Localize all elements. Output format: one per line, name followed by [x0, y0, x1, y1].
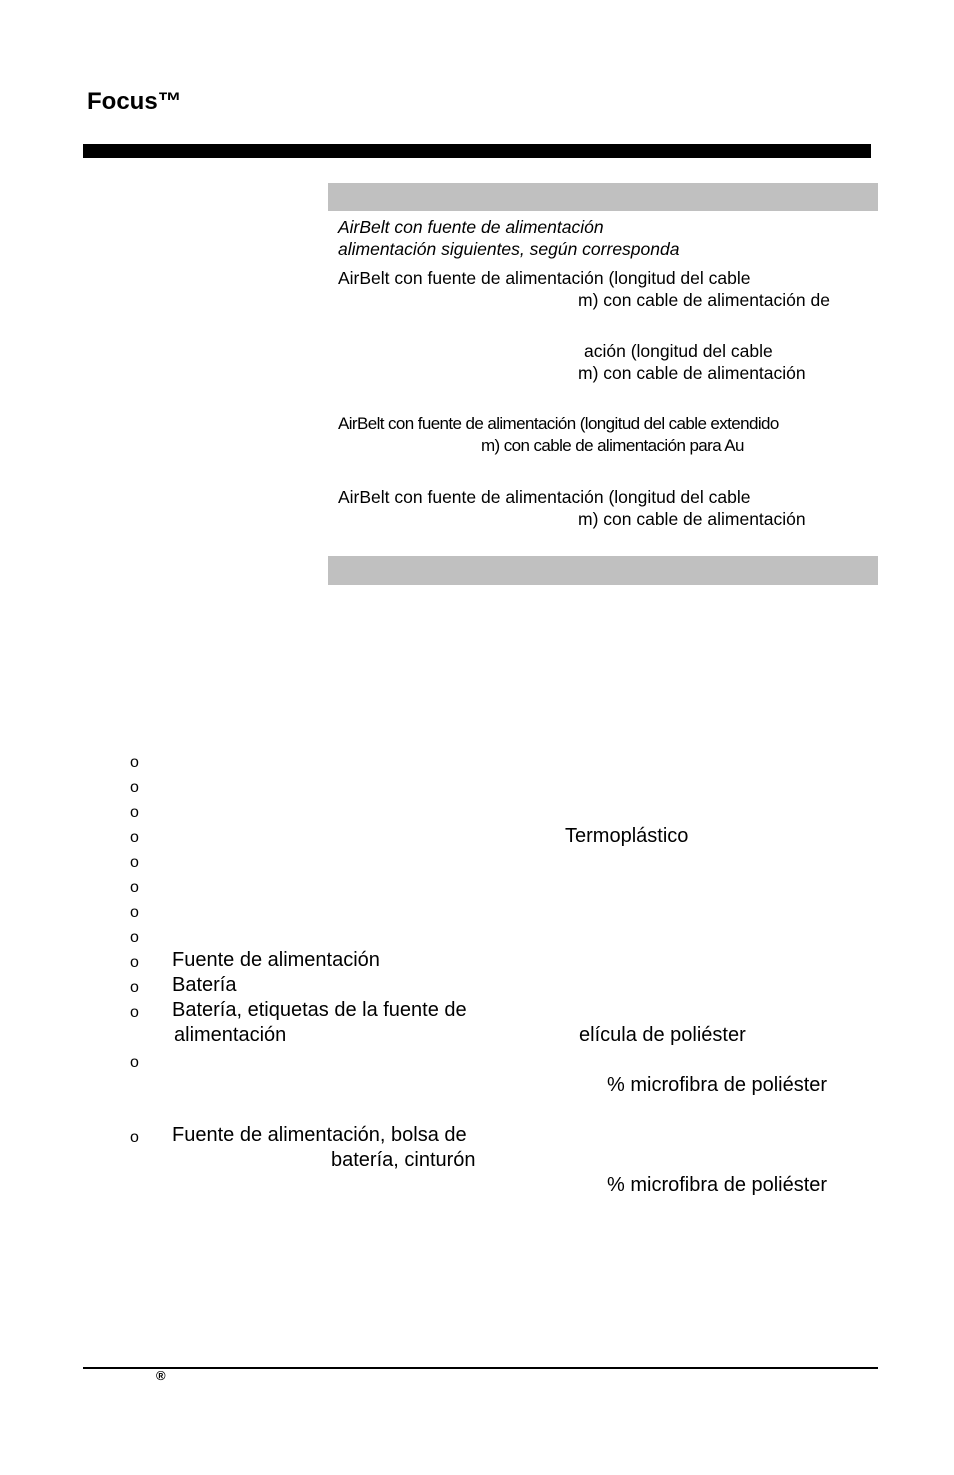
material-text: Fuente de alimentación, bolsa de — [172, 1124, 467, 1146]
table-entry-line: m) con cable de alimentación — [578, 363, 806, 383]
material-text: % microfibra de poliéster — [607, 1074, 828, 1096]
list-bullet: o — [130, 804, 139, 821]
material-text: Termoplástico — [565, 825, 689, 847]
table-entry-line: m) con cable de alimentación para Au — [481, 436, 744, 455]
table-entry-line: AirBelt con fuente de alimentación (longitud del cable — [338, 487, 751, 507]
table-intro-line: alimentación siguientes, según corresponda — [338, 239, 680, 259]
material-text: batería, cinturón — [331, 1149, 476, 1171]
list-bullet: o — [130, 1004, 139, 1021]
material-text: elícula de poliéster — [579, 1024, 746, 1046]
material-text: Batería, etiquetas de la fuente de — [172, 999, 467, 1021]
header-rule — [83, 144, 871, 158]
material-text: Fuente de alimentación — [172, 949, 380, 971]
table-entry-line: m) con cable de alimentación de — [578, 290, 830, 310]
list-bullet: o — [130, 929, 139, 946]
table-entry-line: ación (longitud del cable — [584, 341, 773, 361]
list-bullet: o — [130, 954, 139, 971]
table-intro-line: AirBelt con fuente de alimentación — [338, 217, 604, 237]
material-text: alimentación — [174, 1024, 287, 1046]
list-bullet: o — [130, 754, 139, 771]
material-text: % microfibra de poliéster — [607, 1174, 828, 1196]
table-entry-line: AirBelt con fuente de alimentación (longitud del cable — [338, 268, 751, 288]
table-header-bar — [328, 183, 878, 211]
list-bullet: o — [130, 779, 139, 796]
table-entry-line: AirBelt con fuente de alimentación (longitud del cable extendido — [338, 414, 779, 433]
list-bullet: o — [130, 829, 139, 846]
table-entry-line: m) con cable de alimentación — [578, 509, 806, 529]
list-bullet: o — [130, 854, 139, 871]
footer-rule — [83, 1367, 878, 1369]
list-bullet: o — [130, 979, 139, 996]
table-footer-bar — [328, 556, 878, 585]
page-title: Focus™ — [87, 88, 182, 115]
registered-mark: ® — [156, 1368, 166, 1383]
material-text: Batería — [172, 974, 237, 996]
list-bullet: o — [130, 1129, 139, 1146]
list-bullet: o — [130, 1054, 139, 1071]
list-bullet: o — [130, 879, 139, 896]
list-bullet: o — [130, 904, 139, 921]
